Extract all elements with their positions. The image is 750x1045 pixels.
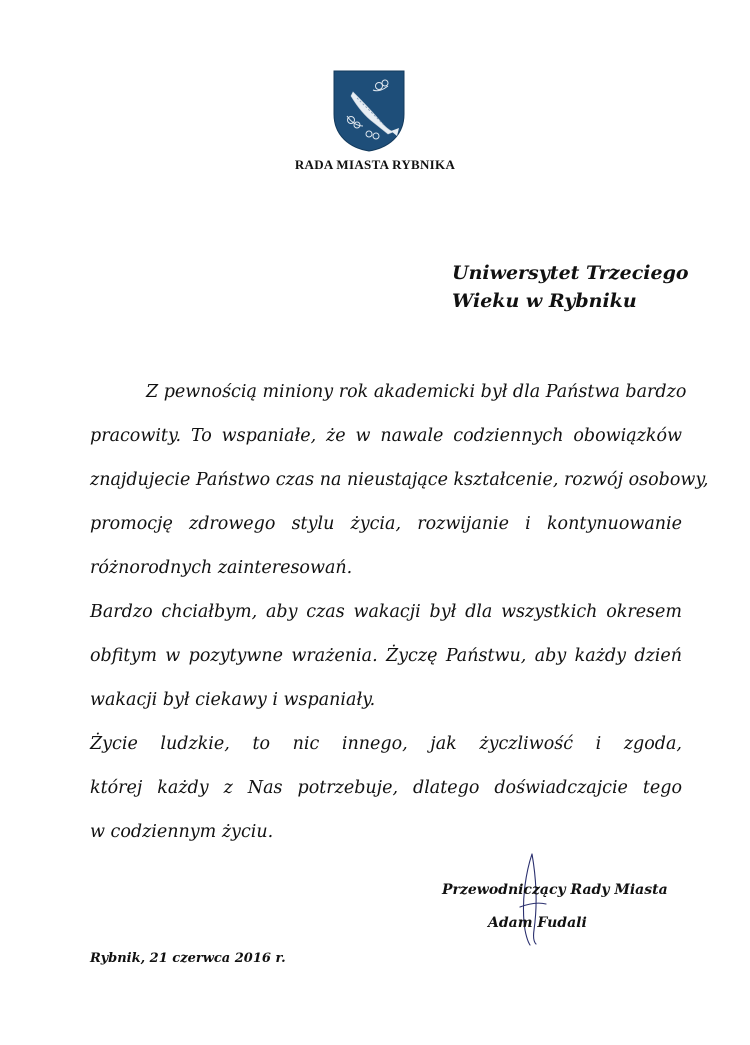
recipient-line-2: Wieku w Rybniku xyxy=(452,290,637,312)
letter-body xyxy=(90,370,709,854)
paragraph-1-line-5: różnorodnych zainteresowań. xyxy=(90,558,353,578)
paragraph-1 xyxy=(90,370,709,590)
paragraph-1-line-4: promocję zdrowego stylu życia, rozwijanie i kontynuowanie xyxy=(90,514,682,534)
paragraph-1-line-1: Z pewnością miniony rok akademicki był dla Państwa bardzo xyxy=(146,382,687,402)
paragraph-3-line-3: w codziennym życiu. xyxy=(90,822,274,842)
place-and-date: Rybnik, 21 czerwca 2016 r. xyxy=(90,951,286,966)
paragraph-2-line-2: obfitym w pozytywne wrażenia. Życzę Państwu, aby każdy dzień xyxy=(90,646,682,666)
signatory-title: Przewodniczący Rady Miasta xyxy=(442,882,668,898)
paragraph-3 xyxy=(90,722,682,854)
paragraph-2-line-3: wakacji był ciekawy i wspaniały. xyxy=(90,690,376,710)
paragraph-3-line-2: której każdy z Nas potrzebuje, dlatego doświadczajcie tego xyxy=(90,778,682,798)
paragraph-1-line-3: znajdujecie Państwo czas na nieustające kształcenie, rozwój osobowy, xyxy=(90,470,709,490)
recipient-line-1: Uniwersytet Trzeciego xyxy=(452,262,689,284)
paragraph-1-line-2: pracowity. To wspaniałe, że w nawale codziennych obowiązków xyxy=(90,426,682,446)
signature-block xyxy=(442,882,668,931)
rybnik-coat-of-arms-logo xyxy=(333,70,405,152)
paragraph-3-line-1: Życie ludzkie, to nic innego, jak życzliwość i zgoda, xyxy=(90,734,682,754)
paragraph-2-line-1: Bardzo chciałbym, aby czas wakacji był dla wszystkich okresem xyxy=(90,602,682,622)
paragraph-2 xyxy=(90,590,682,722)
recipient-address xyxy=(452,259,689,315)
council-name: RADA MIASTA RYBNIKA xyxy=(294,157,456,172)
signatory-name: Adam Fudali xyxy=(488,915,587,931)
